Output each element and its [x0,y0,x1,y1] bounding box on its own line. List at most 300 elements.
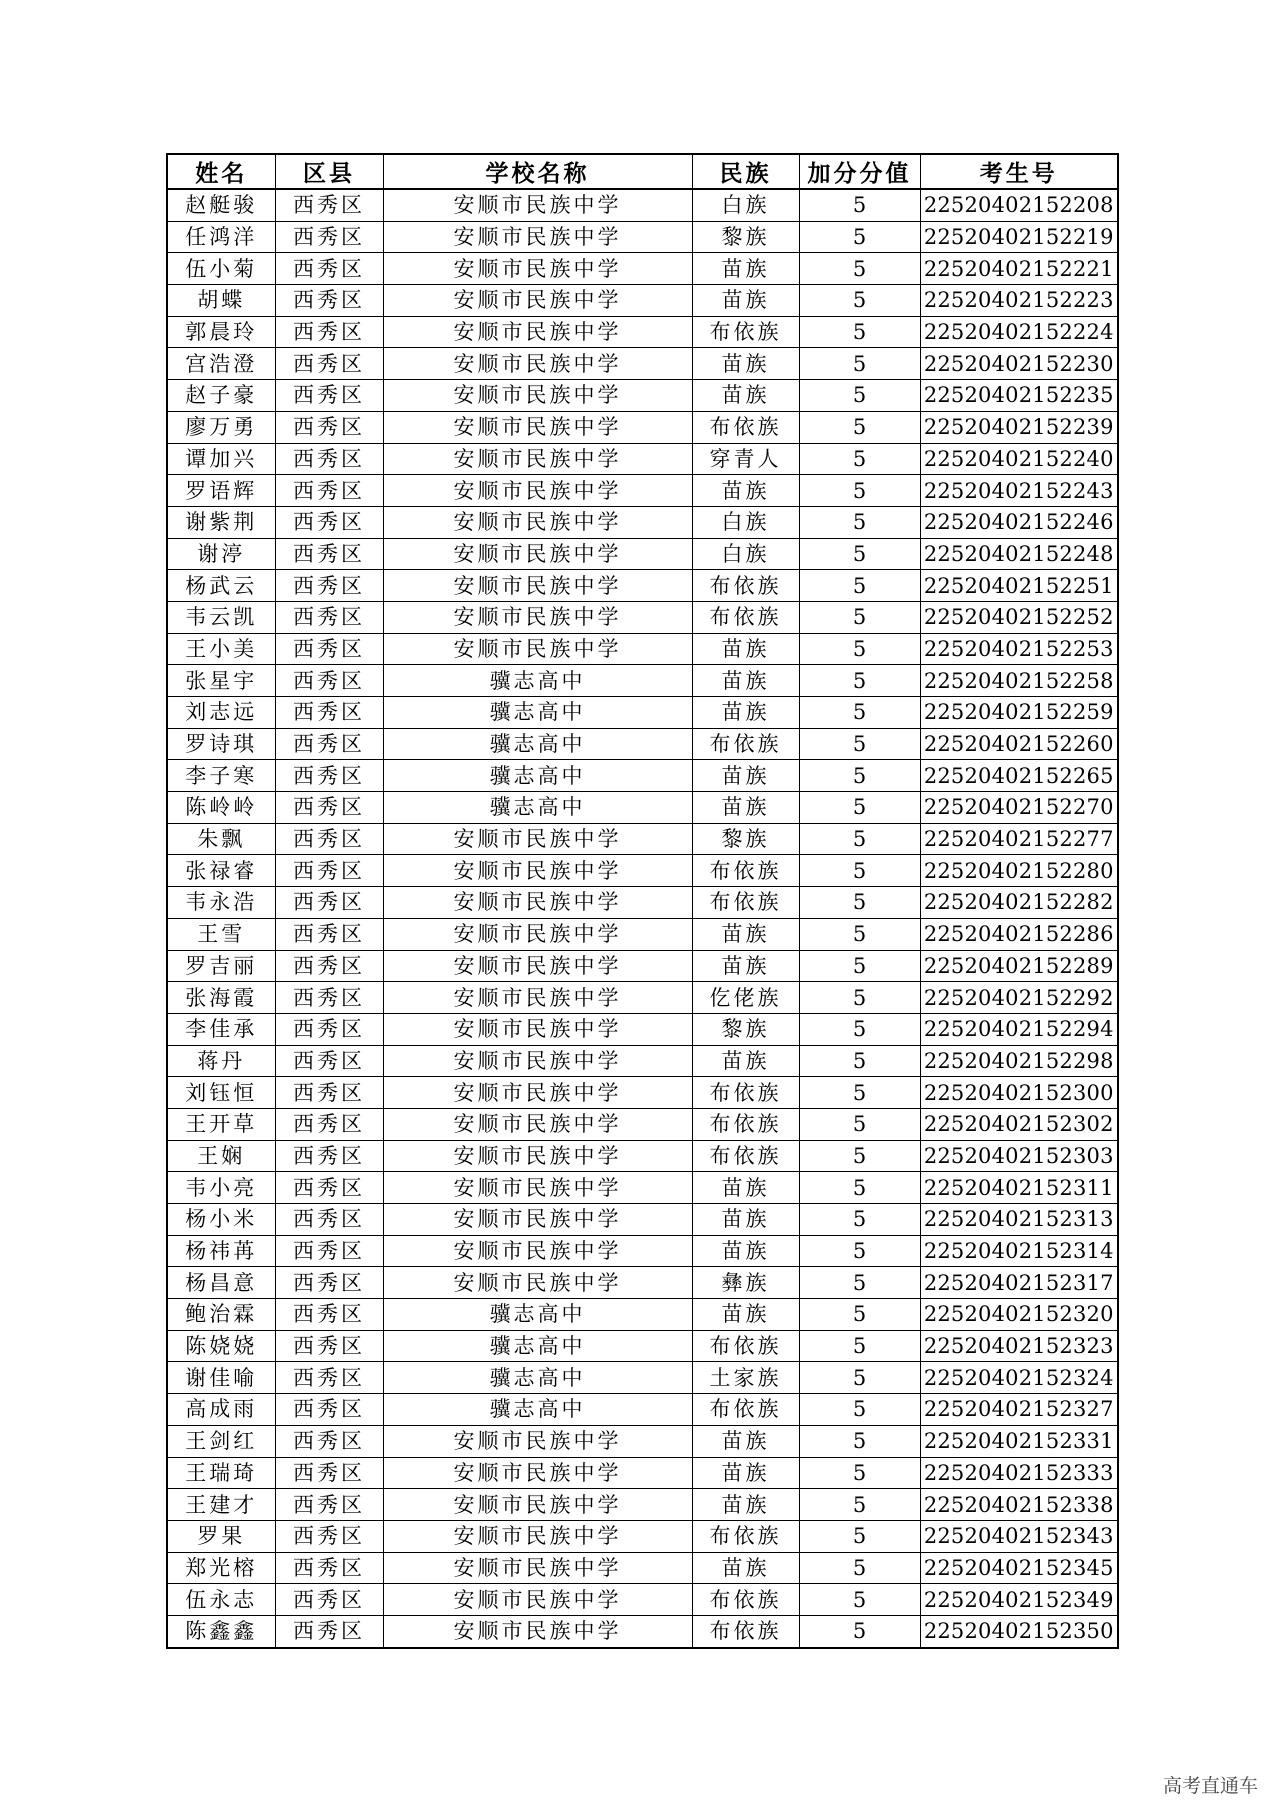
cell-ethnicity: 仡佬族 [692,982,799,1014]
table-row [167,253,1118,285]
cell-school: 安顺市民族中学 [383,601,692,633]
cell-county: 西秀区 [275,697,383,729]
cell-bonus: 5 [799,855,920,887]
table-row [167,380,1118,412]
cell-exam-id: 22520402152333 [920,1457,1118,1489]
table-row [167,887,1118,919]
cell-name: 杨武云 [167,570,275,602]
cell-name: 刘钰恒 [167,1077,275,1109]
cell-bonus: 5 [799,1204,920,1236]
cell-school: 安顺市民族中学 [383,1204,692,1236]
cell-bonus: 5 [799,380,920,412]
cell-school: 安顺市民族中学 [383,1520,692,1552]
cell-bonus: 5 [799,475,920,507]
cell-bonus: 5 [799,1552,920,1584]
table-row [167,1584,1118,1616]
cell-name: 廖万勇 [167,411,275,443]
cell-name: 杨小米 [167,1204,275,1236]
cell-name: 任鸿洋 [167,221,275,253]
cell-exam-id: 22520402152258 [920,665,1118,697]
cell-bonus: 5 [799,1108,920,1140]
cell-bonus: 5 [799,728,920,760]
cell-exam-id: 22520402152350 [920,1615,1118,1647]
cell-ethnicity: 布依族 [692,728,799,760]
header-ethnicity: 民族 [692,154,799,189]
cell-ethnicity: 土家族 [692,1362,799,1394]
cell-name: 郭晨玲 [167,316,275,348]
cell-exam-id: 22520402152331 [920,1425,1118,1457]
cell-name: 陈岭岭 [167,792,275,824]
cell-name: 宫浩澄 [167,348,275,380]
cell-ethnicity: 布依族 [692,1394,799,1426]
cell-ethnicity: 布依族 [692,1140,799,1172]
cell-bonus: 5 [799,665,920,697]
cell-exam-id: 22520402152230 [920,348,1118,380]
cell-school: 安顺市民族中学 [383,1457,692,1489]
cell-school: 安顺市民族中学 [383,189,692,221]
cell-county: 西秀区 [275,792,383,824]
cell-exam-id: 22520402152289 [920,950,1118,982]
cell-ethnicity: 布依族 [692,1330,799,1362]
cell-school: 安顺市民族中学 [383,1045,692,1077]
cell-ethnicity: 苗族 [692,792,799,824]
cell-name: 王瑞琦 [167,1457,275,1489]
cell-county: 西秀区 [275,1299,383,1331]
cell-bonus: 5 [799,1235,920,1267]
cell-school: 安顺市民族中学 [383,221,692,253]
cell-bonus: 5 [799,1045,920,1077]
table-row [167,348,1118,380]
cell-exam-id: 22520402152314 [920,1235,1118,1267]
cell-school: 骥志高中 [383,1362,692,1394]
table-row [167,982,1118,1014]
cell-ethnicity: 苗族 [692,760,799,792]
cell-school: 安顺市民族中学 [383,1235,692,1267]
cell-name: 蒋丹 [167,1045,275,1077]
cell-county: 西秀区 [275,918,383,950]
cell-exam-id: 22520402152300 [920,1077,1118,1109]
cell-county: 西秀区 [275,1108,383,1140]
cell-ethnicity: 布依族 [692,1584,799,1616]
cell-county: 西秀区 [275,1615,383,1647]
cell-exam-id: 22520402152323 [920,1330,1118,1362]
cell-county: 西秀区 [275,1362,383,1394]
cell-school: 安顺市民族中学 [383,1172,692,1204]
table-row [167,697,1118,729]
cell-county: 西秀区 [275,221,383,253]
table-row [167,1204,1118,1236]
cell-county: 西秀区 [275,1425,383,1457]
cell-bonus: 5 [799,348,920,380]
cell-exam-id: 22520402152270 [920,792,1118,824]
cell-bonus: 5 [799,221,920,253]
table-row [167,1330,1118,1362]
header-exam-id: 考生号 [920,154,1118,189]
cell-ethnicity: 布依族 [692,316,799,348]
table-row [167,1140,1118,1172]
cell-ethnicity: 布依族 [692,601,799,633]
cell-name: 鲍治霖 [167,1299,275,1331]
cell-name: 赵子豪 [167,380,275,412]
cell-exam-id: 22520402152219 [920,221,1118,253]
cell-county: 西秀区 [275,1520,383,1552]
cell-name: 韦小亮 [167,1172,275,1204]
cell-county: 西秀区 [275,1267,383,1299]
cell-exam-id: 22520402152253 [920,633,1118,665]
cell-bonus: 5 [799,411,920,443]
cell-exam-id: 22520402152208 [920,189,1118,221]
cell-county: 西秀区 [275,189,383,221]
cell-exam-id: 22520402152294 [920,1013,1118,1045]
cell-bonus: 5 [799,1267,920,1299]
cell-ethnicity: 穿青人 [692,443,799,475]
cell-county: 西秀区 [275,665,383,697]
cell-county: 西秀区 [275,887,383,919]
cell-ethnicity: 黎族 [692,1013,799,1045]
cell-school: 安顺市民族中学 [383,1425,692,1457]
cell-exam-id: 22520402152248 [920,538,1118,570]
cell-county: 西秀区 [275,506,383,538]
table-row [167,633,1118,665]
cell-name: 李子寒 [167,760,275,792]
cell-ethnicity: 苗族 [692,1552,799,1584]
cell-county: 西秀区 [275,1204,383,1236]
cell-school: 安顺市民族中学 [383,475,692,507]
table-row [167,1425,1118,1457]
cell-bonus: 5 [799,1425,920,1457]
cell-county: 西秀区 [275,1045,383,1077]
cell-ethnicity: 黎族 [692,823,799,855]
cell-county: 西秀区 [275,411,383,443]
cell-school: 安顺市民族中学 [383,1108,692,1140]
cell-county: 西秀区 [275,538,383,570]
cell-exam-id: 22520402152235 [920,380,1118,412]
cell-ethnicity: 苗族 [692,1204,799,1236]
table-row [167,1362,1118,1394]
cell-school: 骥志高中 [383,665,692,697]
table-row [167,285,1118,317]
cell-exam-id: 22520402152338 [920,1489,1118,1521]
cell-county: 西秀区 [275,982,383,1014]
table-row [167,728,1118,760]
cell-ethnicity: 苗族 [692,1425,799,1457]
cell-exam-id: 22520402152265 [920,760,1118,792]
cell-bonus: 5 [799,570,920,602]
table-row [167,918,1118,950]
cell-ethnicity: 布依族 [692,1108,799,1140]
cell-ethnicity: 苗族 [692,475,799,507]
cell-school: 安顺市民族中学 [383,1552,692,1584]
cell-ethnicity: 白族 [692,189,799,221]
header-name: 姓名 [167,154,275,189]
cell-school: 骥志高中 [383,792,692,824]
cell-county: 西秀区 [275,380,383,412]
cell-county: 西秀区 [275,1172,383,1204]
header-row [167,154,1118,189]
cell-ethnicity: 苗族 [692,950,799,982]
table-row [167,1299,1118,1331]
table-row [167,1172,1118,1204]
cell-county: 西秀区 [275,1077,383,1109]
table-row [167,855,1118,887]
cell-name: 谢佳喻 [167,1362,275,1394]
cell-bonus: 5 [799,1394,920,1426]
cell-name: 赵艇骏 [167,189,275,221]
cell-name: 王建才 [167,1489,275,1521]
cell-ethnicity: 苗族 [692,285,799,317]
table-header [167,154,1118,189]
cell-county: 西秀区 [275,443,383,475]
cell-name: 韦永浩 [167,887,275,919]
cell-county: 西秀区 [275,950,383,982]
cell-school: 安顺市民族中学 [383,887,692,919]
cell-school: 安顺市民族中学 [383,380,692,412]
cell-bonus: 5 [799,316,920,348]
cell-exam-id: 22520402152240 [920,443,1118,475]
cell-county: 西秀区 [275,728,383,760]
cell-county: 西秀区 [275,823,383,855]
cell-county: 西秀区 [275,285,383,317]
cell-bonus: 5 [799,633,920,665]
cell-bonus: 5 [799,823,920,855]
cell-exam-id: 22520402152223 [920,285,1118,317]
cell-county: 西秀区 [275,633,383,665]
cell-name: 谢渟 [167,538,275,570]
cell-name: 韦云凯 [167,601,275,633]
cell-ethnicity: 苗族 [692,1235,799,1267]
cell-name: 伍永志 [167,1584,275,1616]
cell-county: 西秀区 [275,1330,383,1362]
cell-exam-id: 22520402152282 [920,887,1118,919]
cell-name: 谢紫荆 [167,506,275,538]
table-row [167,221,1118,253]
cell-name: 王剑红 [167,1425,275,1457]
table-row [167,1235,1118,1267]
table-row [167,1045,1118,1077]
table-row [167,1013,1118,1045]
cell-name: 高成雨 [167,1394,275,1426]
cell-bonus: 5 [799,506,920,538]
cell-county: 西秀区 [275,1394,383,1426]
cell-name: 陈鑫鑫 [167,1615,275,1647]
table-row [167,1267,1118,1299]
cell-name: 罗诗琪 [167,728,275,760]
cell-ethnicity: 苗族 [692,1489,799,1521]
header-bonus: 加分分值 [799,154,920,189]
cell-county: 西秀区 [275,348,383,380]
cell-exam-id: 22520402152286 [920,918,1118,950]
cell-name: 张星宇 [167,665,275,697]
cell-school: 安顺市民族中学 [383,633,692,665]
cell-county: 西秀区 [275,1140,383,1172]
table-row [167,950,1118,982]
cell-ethnicity: 布依族 [692,887,799,919]
cell-exam-id: 22520402152221 [920,253,1118,285]
cell-exam-id: 22520402152224 [920,316,1118,348]
cell-school: 安顺市民族中学 [383,1584,692,1616]
cell-bonus: 5 [799,1615,920,1647]
cell-bonus: 5 [799,792,920,824]
cell-name: 刘志远 [167,697,275,729]
cell-county: 西秀区 [275,570,383,602]
cell-school: 安顺市民族中学 [383,1489,692,1521]
table-row [167,411,1118,443]
cell-exam-id: 22520402152259 [920,697,1118,729]
cell-name: 王开草 [167,1108,275,1140]
cell-bonus: 5 [799,982,920,1014]
cell-county: 西秀区 [275,253,383,285]
cell-school: 骥志高中 [383,1394,692,1426]
table-row [167,570,1118,602]
cell-exam-id: 22520402152324 [920,1362,1118,1394]
cell-school: 安顺市民族中学 [383,285,692,317]
cell-name: 杨祎苒 [167,1235,275,1267]
cell-exam-id: 22520402152303 [920,1140,1118,1172]
cell-exam-id: 22520402152277 [920,823,1118,855]
cell-exam-id: 22520402152311 [920,1172,1118,1204]
cell-bonus: 5 [799,918,920,950]
table-row [167,1457,1118,1489]
cell-school: 骥志高中 [383,697,692,729]
table-row [167,475,1118,507]
cell-bonus: 5 [799,1299,920,1331]
header-county: 区县 [275,154,383,189]
cell-bonus: 5 [799,1584,920,1616]
cell-ethnicity: 苗族 [692,1457,799,1489]
cell-bonus: 5 [799,697,920,729]
cell-school: 安顺市民族中学 [383,570,692,602]
cell-exam-id: 22520402152246 [920,506,1118,538]
cell-bonus: 5 [799,253,920,285]
cell-exam-id: 22520402152252 [920,601,1118,633]
cell-exam-id: 22520402152243 [920,475,1118,507]
cell-school: 安顺市民族中学 [383,1013,692,1045]
cell-school: 安顺市民族中学 [383,253,692,285]
cell-bonus: 5 [799,1140,920,1172]
cell-ethnicity: 苗族 [692,253,799,285]
cell-bonus: 5 [799,601,920,633]
cell-school: 安顺市民族中学 [383,918,692,950]
cell-name: 胡蝶 [167,285,275,317]
cell-county: 西秀区 [275,601,383,633]
table-row [167,823,1118,855]
cell-ethnicity: 苗族 [692,348,799,380]
cell-school: 安顺市民族中学 [383,1140,692,1172]
cell-name: 朱飘 [167,823,275,855]
cell-school: 安顺市民族中学 [383,823,692,855]
cell-bonus: 5 [799,1172,920,1204]
cell-bonus: 5 [799,887,920,919]
cell-exam-id: 22520402152345 [920,1552,1118,1584]
cell-exam-id: 22520402152251 [920,570,1118,602]
cell-name: 王雪 [167,918,275,950]
cell-exam-id: 22520402152280 [920,855,1118,887]
table-row [167,189,1118,221]
cell-ethnicity: 苗族 [692,1172,799,1204]
cell-name: 伍小菊 [167,253,275,285]
cell-school: 安顺市民族中学 [383,982,692,1014]
cell-exam-id: 22520402152302 [920,1108,1118,1140]
cell-name: 王小美 [167,633,275,665]
cell-ethnicity: 苗族 [692,697,799,729]
cell-ethnicity: 苗族 [692,1045,799,1077]
cell-school: 安顺市民族中学 [383,950,692,982]
cell-bonus: 5 [799,443,920,475]
table-row [167,538,1118,570]
cell-ethnicity: 布依族 [692,570,799,602]
cell-school: 安顺市民族中学 [383,855,692,887]
cell-ethnicity: 布依族 [692,855,799,887]
cell-exam-id: 22520402152292 [920,982,1118,1014]
cell-ethnicity: 苗族 [692,918,799,950]
table-row [167,1394,1118,1426]
cell-ethnicity: 布依族 [692,1520,799,1552]
table-row [167,760,1118,792]
cell-name: 罗果 [167,1520,275,1552]
bonus-points-roster-table [166,153,1119,1649]
watermark-text: 高考直通车 [1162,1775,1258,1797]
cell-county: 西秀区 [275,316,383,348]
cell-exam-id: 22520402152239 [920,411,1118,443]
cell-name: 陈娆娆 [167,1330,275,1362]
cell-bonus: 5 [799,1489,920,1521]
cell-ethnicity: 苗族 [692,380,799,412]
cell-ethnicity: 苗族 [692,1299,799,1331]
cell-county: 西秀区 [275,855,383,887]
table-row [167,1489,1118,1521]
cell-county: 西秀区 [275,475,383,507]
cell-bonus: 5 [799,538,920,570]
cell-school: 安顺市民族中学 [383,1077,692,1109]
cell-exam-id: 22520402152317 [920,1267,1118,1299]
table-row [167,506,1118,538]
cell-school: 安顺市民族中学 [383,506,692,538]
cell-bonus: 5 [799,1362,920,1394]
table-row [167,443,1118,475]
cell-ethnicity: 苗族 [692,665,799,697]
cell-bonus: 5 [799,760,920,792]
cell-name: 郑光榕 [167,1552,275,1584]
cell-name: 谭加兴 [167,443,275,475]
cell-school: 安顺市民族中学 [383,443,692,475]
cell-bonus: 5 [799,1520,920,1552]
cell-bonus: 5 [799,1457,920,1489]
cell-school: 骥志高中 [383,728,692,760]
cell-ethnicity: 布依族 [692,1077,799,1109]
cell-school: 安顺市民族中学 [383,316,692,348]
cell-name: 罗语辉 [167,475,275,507]
cell-name: 杨昌意 [167,1267,275,1299]
cell-ethnicity: 黎族 [692,221,799,253]
cell-bonus: 5 [799,950,920,982]
cell-county: 西秀区 [275,760,383,792]
table-row [167,665,1118,697]
table-row [167,1077,1118,1109]
cell-county: 西秀区 [275,1552,383,1584]
cell-school: 安顺市民族中学 [383,411,692,443]
cell-bonus: 5 [799,189,920,221]
cell-exam-id: 22520402152343 [920,1520,1118,1552]
cell-exam-id: 22520402152260 [920,728,1118,760]
header-school: 学校名称 [383,154,692,189]
cell-school: 骥志高中 [383,760,692,792]
cell-exam-id: 22520402152349 [920,1584,1118,1616]
cell-ethnicity: 白族 [692,538,799,570]
table-row [167,1108,1118,1140]
cell-bonus: 5 [799,1330,920,1362]
cell-county: 西秀区 [275,1489,383,1521]
cell-county: 西秀区 [275,1235,383,1267]
